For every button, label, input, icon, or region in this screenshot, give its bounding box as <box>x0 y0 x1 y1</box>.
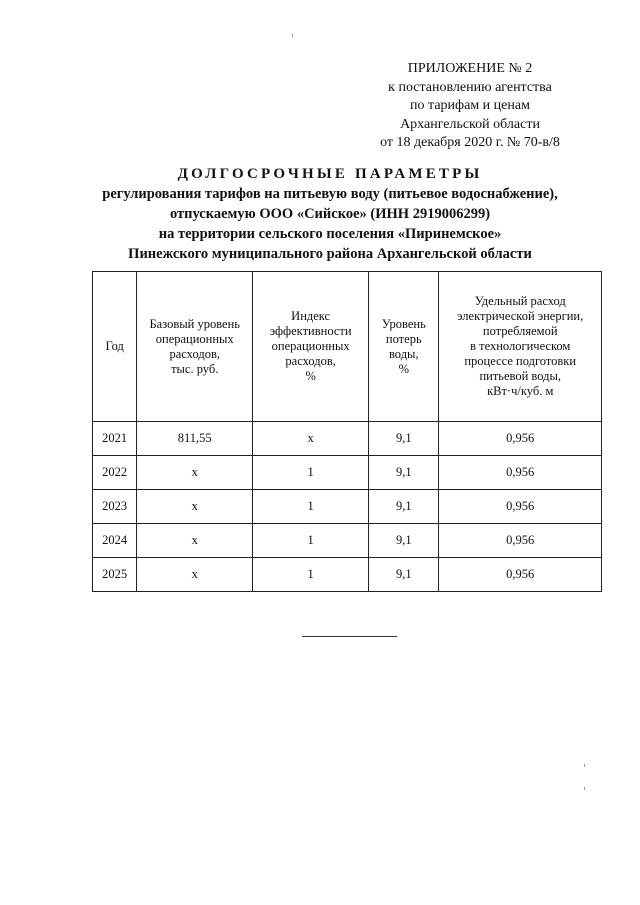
cell-energy-consumption: 0,956 <box>439 456 602 490</box>
document-heading <box>60 164 600 264</box>
appendix-number: ПРИЛОЖЕНИЕ № 2 <box>407 61 533 76</box>
appendix-region: Архангельской области <box>400 116 540 132</box>
cell-base-opex: x <box>137 490 253 524</box>
table-row <box>93 490 602 524</box>
cell-year: 2023 <box>93 490 137 524</box>
cell-base-opex: x <box>137 558 253 592</box>
table-row <box>93 456 602 490</box>
cell-water-loss: 9,1 <box>369 456 439 490</box>
cell-energy-consumption: 0,956 <box>439 490 602 524</box>
scan-speck <box>584 764 585 767</box>
document-title: ДОЛГОСРОЧНЫЕ ПАРАМЕТРЫ <box>177 166 483 182</box>
cell-energy-consumption: 0,956 <box>439 558 602 592</box>
table-row <box>93 524 602 558</box>
cell-water-loss: 9,1 <box>369 490 439 524</box>
appendix-block <box>340 60 600 153</box>
table-row <box>93 558 602 592</box>
cell-efficiency-index: 1 <box>253 524 369 558</box>
heading-line-1: регулирования тарифов на питьевую воду (питьевое водоснабжение), <box>102 186 558 202</box>
cell-year: 2025 <box>93 558 137 592</box>
header-year: Год <box>93 272 137 422</box>
closing-rule <box>302 636 397 637</box>
appendix-resolution-ref: к постановлению агентства <box>388 79 552 95</box>
cell-efficiency-index: 1 <box>253 456 369 490</box>
cell-year: 2024 <box>93 524 137 558</box>
parameters-table <box>92 271 602 592</box>
heading-line-3: на территории сельского поселения «Пиринемское» <box>158 226 502 242</box>
appendix-agency: по тарифам и ценам <box>410 98 530 113</box>
heading-line-2: отпускаемую ООО «Сийское» (ИНН 2919006299) <box>169 206 491 222</box>
table-header-row <box>93 272 602 422</box>
cell-efficiency-index: 1 <box>253 558 369 592</box>
header-base-opex: Базовый уровень операционных расходов, тыс. руб. <box>137 272 253 422</box>
header-water-loss: Уровень потерь воды, % <box>369 272 439 422</box>
table-row <box>93 422 602 456</box>
cell-efficiency-index: x <box>253 422 369 456</box>
heading-line-4: Пинежского муниципального района Архангельской области <box>128 246 532 262</box>
cell-water-loss: 9,1 <box>369 422 439 456</box>
cell-water-loss: 9,1 <box>369 558 439 592</box>
header-efficiency-index: Индекс эффективности операционных расходов, % <box>253 272 369 422</box>
cell-year: 2021 <box>93 422 137 456</box>
cell-base-opex: x <box>137 456 253 490</box>
cell-base-opex: x <box>137 524 253 558</box>
scan-speck <box>584 787 585 790</box>
scan-speck <box>292 34 293 37</box>
cell-base-opex: 811,55 <box>137 422 253 456</box>
cell-energy-consumption: 0,956 <box>439 422 602 456</box>
cell-efficiency-index: 1 <box>253 490 369 524</box>
cell-water-loss: 9,1 <box>369 524 439 558</box>
cell-energy-consumption: 0,956 <box>439 524 602 558</box>
header-energy-consumption: Удельный расход электрической энергии, потребляемой в технологическом процессе подготовки питьевой воды, кВт·ч/куб. м <box>439 272 602 422</box>
appendix-date: от 18 декабря 2020 г. № 70-в/8 <box>380 135 560 150</box>
cell-year: 2022 <box>93 456 137 490</box>
